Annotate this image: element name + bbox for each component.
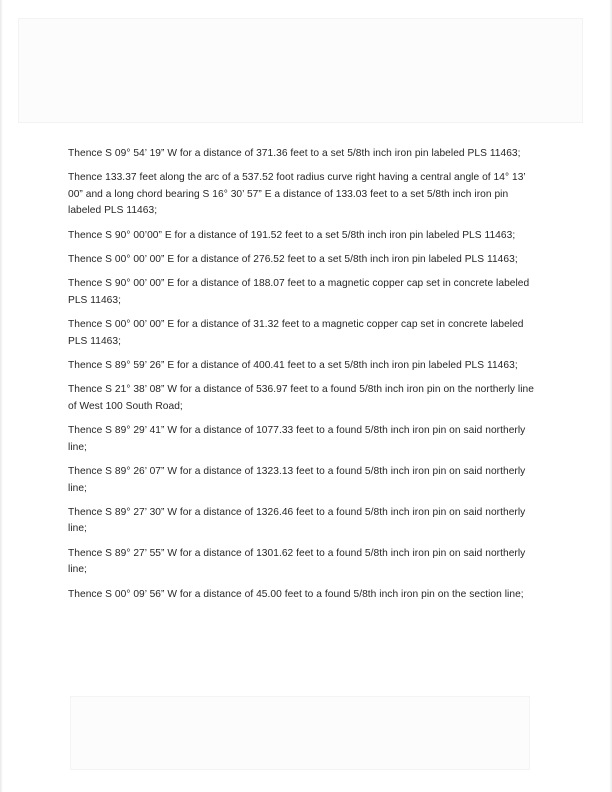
blank-header-area [18, 18, 583, 123]
boundary-call-paragraph: Thence S 09° 54’ 19” W for a distance of 371.36 feet to a set 5/8th inch iron pin labeled PLS 11463; [68, 148, 521, 159]
boundary-call-paragraph: Thence S 21° 38’ 08” W for a distance of 536.97 feet to a found 5/8th inch iron pin on the northerly line of West 100 South Road; [68, 384, 534, 412]
boundary-call-paragraph: Thence S 89° 26’ 07” W for a distance of 1323.13 feet to a found 5/8th inch iron pin on said northerly line; [68, 466, 526, 494]
boundary-call-paragraph: Thence 133.37 feet along the arc of a 537.52 foot radius curve right having a central angle of 14° 13’ 00” and a long chord bearing S 16° 30’ 57” E a distance of 133.03 feet to a set 5/8th inch iron pin labeled PLS 11463; [68, 172, 526, 217]
boundary-call-paragraph: Thence S 89° 27’ 55” W for a distance of 1301.62 feet to a found 5/8th inch iron pin on said northerly line; [68, 547, 526, 576]
boundary-call-paragraph: Thence S 00° 00’ 00” E for a distance of 276.52 feet to a set 5/8th inch iron pin labeled PLS 11463; [68, 254, 518, 266]
legal-description-body [68, 146, 542, 611]
boundary-call-paragraph: Thence S 00° 09’ 56” W for a distance of 45.00 feet to a found 5/8th inch iron pin on the section line; [68, 588, 524, 600]
boundary-call-paragraph: Thence S 89° 29’ 41” W for a distance of 1077.33 feet to a found 5/8th inch iron pin on said northerly line; [68, 425, 526, 453]
scan-edge-left [0, 0, 3, 792]
blank-footer-area [70, 696, 530, 770]
boundary-call-paragraph: Thence S 00° 00’ 00” E for a distance of 31.32 feet to a magnetic copper cap set in concrete labeled PLS 11463; [68, 319, 524, 347]
boundary-call-paragraph: Thence S 89° 59’ 26” E for a distance of 400.41 feet to a set 5/8th inch iron pin labeled PLS 11463; [68, 360, 518, 372]
boundary-call-paragraph: Thence S 90° 00’ 00” E for a distance of 188.07 feet to a magnetic copper cap set in concrete labeled PLS 11463; [68, 278, 530, 306]
boundary-call-paragraph: Thence S 89° 27’ 30” W for a distance of 1326.46 feet to a found 5/8th inch iron pin on said northerly line; [68, 506, 526, 535]
boundary-call-paragraph: Thence S 90° 00’00” E for a distance of 191.52 feet to a set 5/8th inch iron pin labeled PLS 11463; [68, 229, 516, 241]
